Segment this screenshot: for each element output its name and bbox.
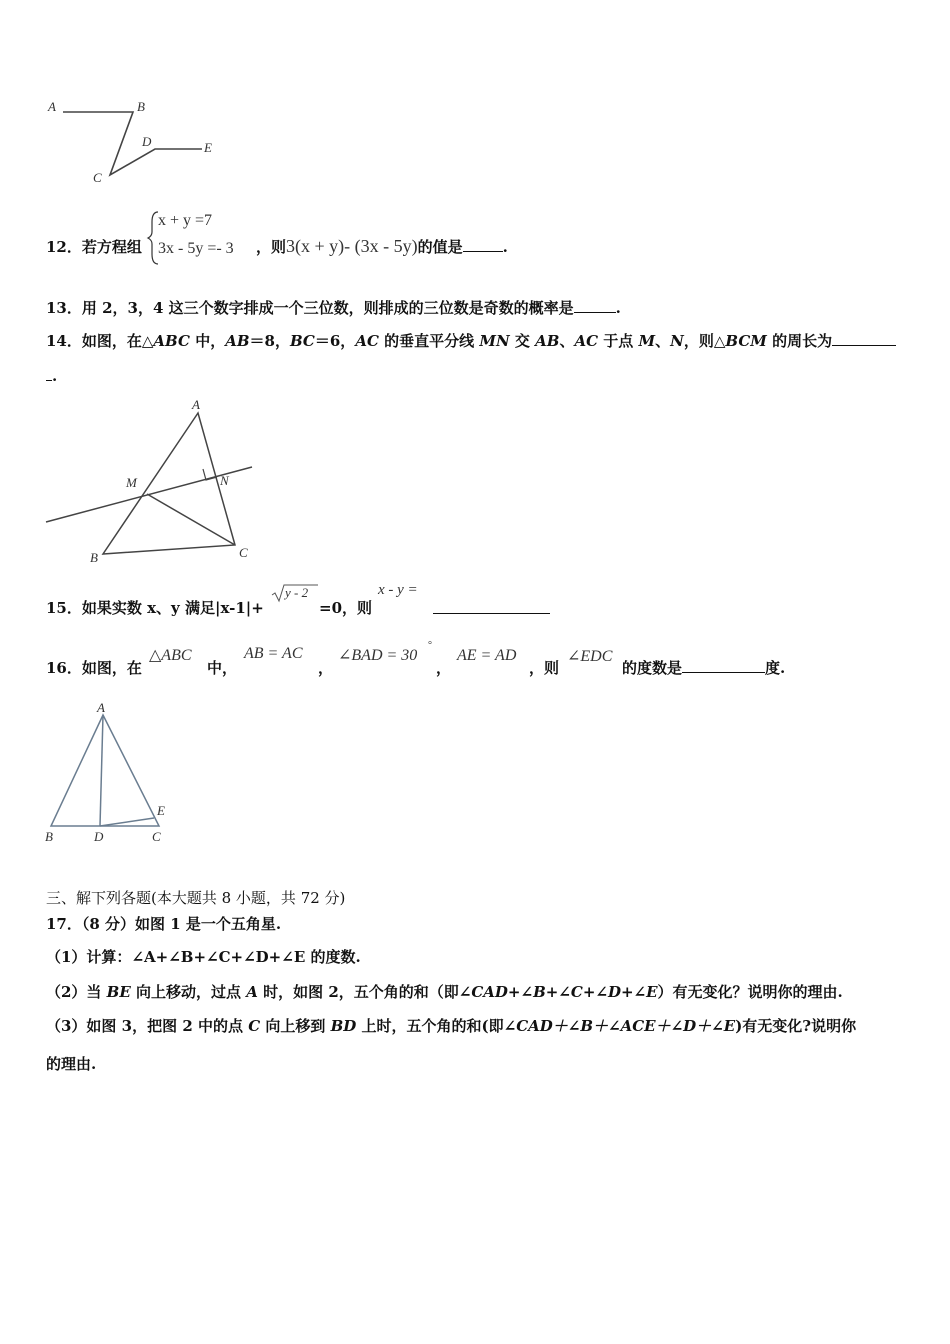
- q16-c4: ∠EDC: [567, 648, 613, 665]
- q14-m: M: [638, 332, 656, 350]
- q17-head: 17．（8 分）如图 1 是一个五角星.: [46, 915, 282, 933]
- q16-mid2: ，则: [529, 659, 560, 677]
- q13-end: .: [615, 299, 621, 317]
- segment-de: [100, 818, 154, 826]
- q17-s3-point-c: C: [248, 1017, 261, 1035]
- q14-p6: 交: [509, 332, 536, 350]
- q14-abc: ABC: [153, 332, 190, 350]
- section-3-title: 三、解下列各题(本大题共 8 小题，共 72 分): [46, 889, 346, 907]
- q17-s2-point-a: A: [246, 983, 258, 1001]
- q14-p1: 14．如图，在△: [46, 332, 154, 350]
- q16-deg: °: [428, 640, 432, 651]
- q12-number: 12．: [46, 238, 82, 256]
- q16-c3: AE = AD: [457, 647, 517, 664]
- q17-s2-c: 时，如图 2，五个角的和（即∠: [257, 983, 472, 1001]
- q14-ab: AB: [225, 332, 250, 350]
- q17-s2-d: ）有无变化？说明你的理由.: [657, 983, 843, 1001]
- q17-s3-bd: BD: [330, 1017, 357, 1035]
- q16-lead: 16．如图，在: [46, 659, 142, 677]
- label-c: C: [93, 170, 102, 185]
- q15-sqrt: y - 2: [285, 585, 309, 600]
- q14-ab2: AB: [535, 332, 560, 350]
- label-b: B: [45, 829, 53, 844]
- q16-unit: 度.: [765, 659, 786, 677]
- q14-p11: 的周长为: [766, 332, 833, 350]
- q12-eq1: x + y =7: [158, 212, 213, 229]
- q17-s3-a: （3）如图 3，把图 2 中的点: [46, 1017, 249, 1035]
- label-b: B: [137, 99, 145, 114]
- q14-bc: BC: [289, 332, 315, 350]
- q16-tail: 的度数是: [622, 659, 683, 677]
- q14-p7: 、: [559, 332, 575, 350]
- label-c: C: [152, 829, 161, 844]
- q17-s2-angles: CAD+∠B+∠C+∠D+∠E: [471, 983, 658, 1001]
- q12-lead: 若方程组: [81, 238, 142, 256]
- q17-s3: [46, 1015, 856, 1036]
- q17-s2-be: BE: [106, 983, 131, 1001]
- q14-line2-end: .: [52, 367, 58, 385]
- q14-mn: MN: [479, 332, 510, 350]
- q14-p2: 中，: [189, 332, 226, 350]
- q14-p9: 、: [655, 332, 671, 350]
- label-m: M: [126, 475, 137, 490]
- label-b: B: [90, 550, 98, 565]
- q15-abs: |x-1|: [214, 599, 252, 617]
- label-e: E: [204, 140, 212, 155]
- q12-end: .: [502, 238, 508, 256]
- q17-s2-b: 向上移动，过点: [130, 983, 247, 1001]
- label-e: E: [157, 803, 165, 818]
- q14-p4: ＝6，: [314, 332, 356, 350]
- label-a: A: [97, 700, 105, 715]
- q14-n: N: [670, 332, 684, 350]
- q14-bcm: BCM: [725, 332, 767, 350]
- q16-c1: AB = AC: [244, 645, 303, 662]
- q12-tail: 的值是: [417, 238, 463, 256]
- q14-p3: ＝8，: [249, 332, 290, 350]
- triangle-abc: [51, 715, 159, 826]
- q16-c2: ∠BAD = 30: [338, 647, 418, 664]
- q17-s2-a: （2）当: [46, 983, 107, 1001]
- label-d: D: [142, 134, 152, 149]
- q17-s3-d: )有无变化?说明你: [735, 1017, 857, 1035]
- q17-s3-c: 上时，五个角的和(即∠: [356, 1017, 517, 1035]
- q17-s1: （1）计算：∠A+∠B+∠C+∠D+∠E 的度数.: [46, 948, 361, 966]
- segment-ad: [100, 715, 103, 826]
- q14-p10: ，则△: [683, 332, 726, 350]
- label-n: N: [220, 473, 229, 488]
- q16-mid1: 中，: [207, 659, 238, 677]
- q14-p5: 的垂直平分线: [378, 332, 480, 350]
- q13-text: 13．用 2，3，4 这三个数字排成一个三位数，则排成的三位数是奇数的概率是: [46, 299, 574, 317]
- label-a: A: [48, 99, 56, 114]
- label-a: A: [192, 397, 200, 412]
- q12-eq2: 3x - 5y =- 3: [158, 240, 234, 257]
- q17-s3-b: 向上移到: [260, 1017, 331, 1035]
- q14-ac: AC: [355, 332, 379, 350]
- q15-lead-text: 15．如果实数 x、y 满足: [46, 599, 215, 617]
- q17-s3-angles: CAD＋∠B＋∠ACE＋∠D＋∠E: [516, 1017, 736, 1035]
- q12-expr: 3(x + y)- (3x - 5y): [286, 236, 418, 256]
- q15-expr: x - y =: [378, 582, 418, 598]
- q15-eq0: =0，则: [319, 599, 373, 617]
- label-c: C: [239, 545, 248, 560]
- label-d: D: [94, 829, 104, 844]
- q16-sep1: ，: [318, 659, 334, 677]
- q14-p8: 于点: [598, 332, 639, 350]
- q15-plus: +: [251, 599, 264, 617]
- q17-s2: [46, 981, 843, 1002]
- q14-ac2: AC: [574, 332, 599, 350]
- q16-tri: △ABC: [149, 647, 192, 664]
- q12-mid: ，则: [256, 238, 287, 256]
- q17-s3-line2: 的理由.: [46, 1055, 97, 1073]
- q16-sep2: ，: [436, 659, 452, 677]
